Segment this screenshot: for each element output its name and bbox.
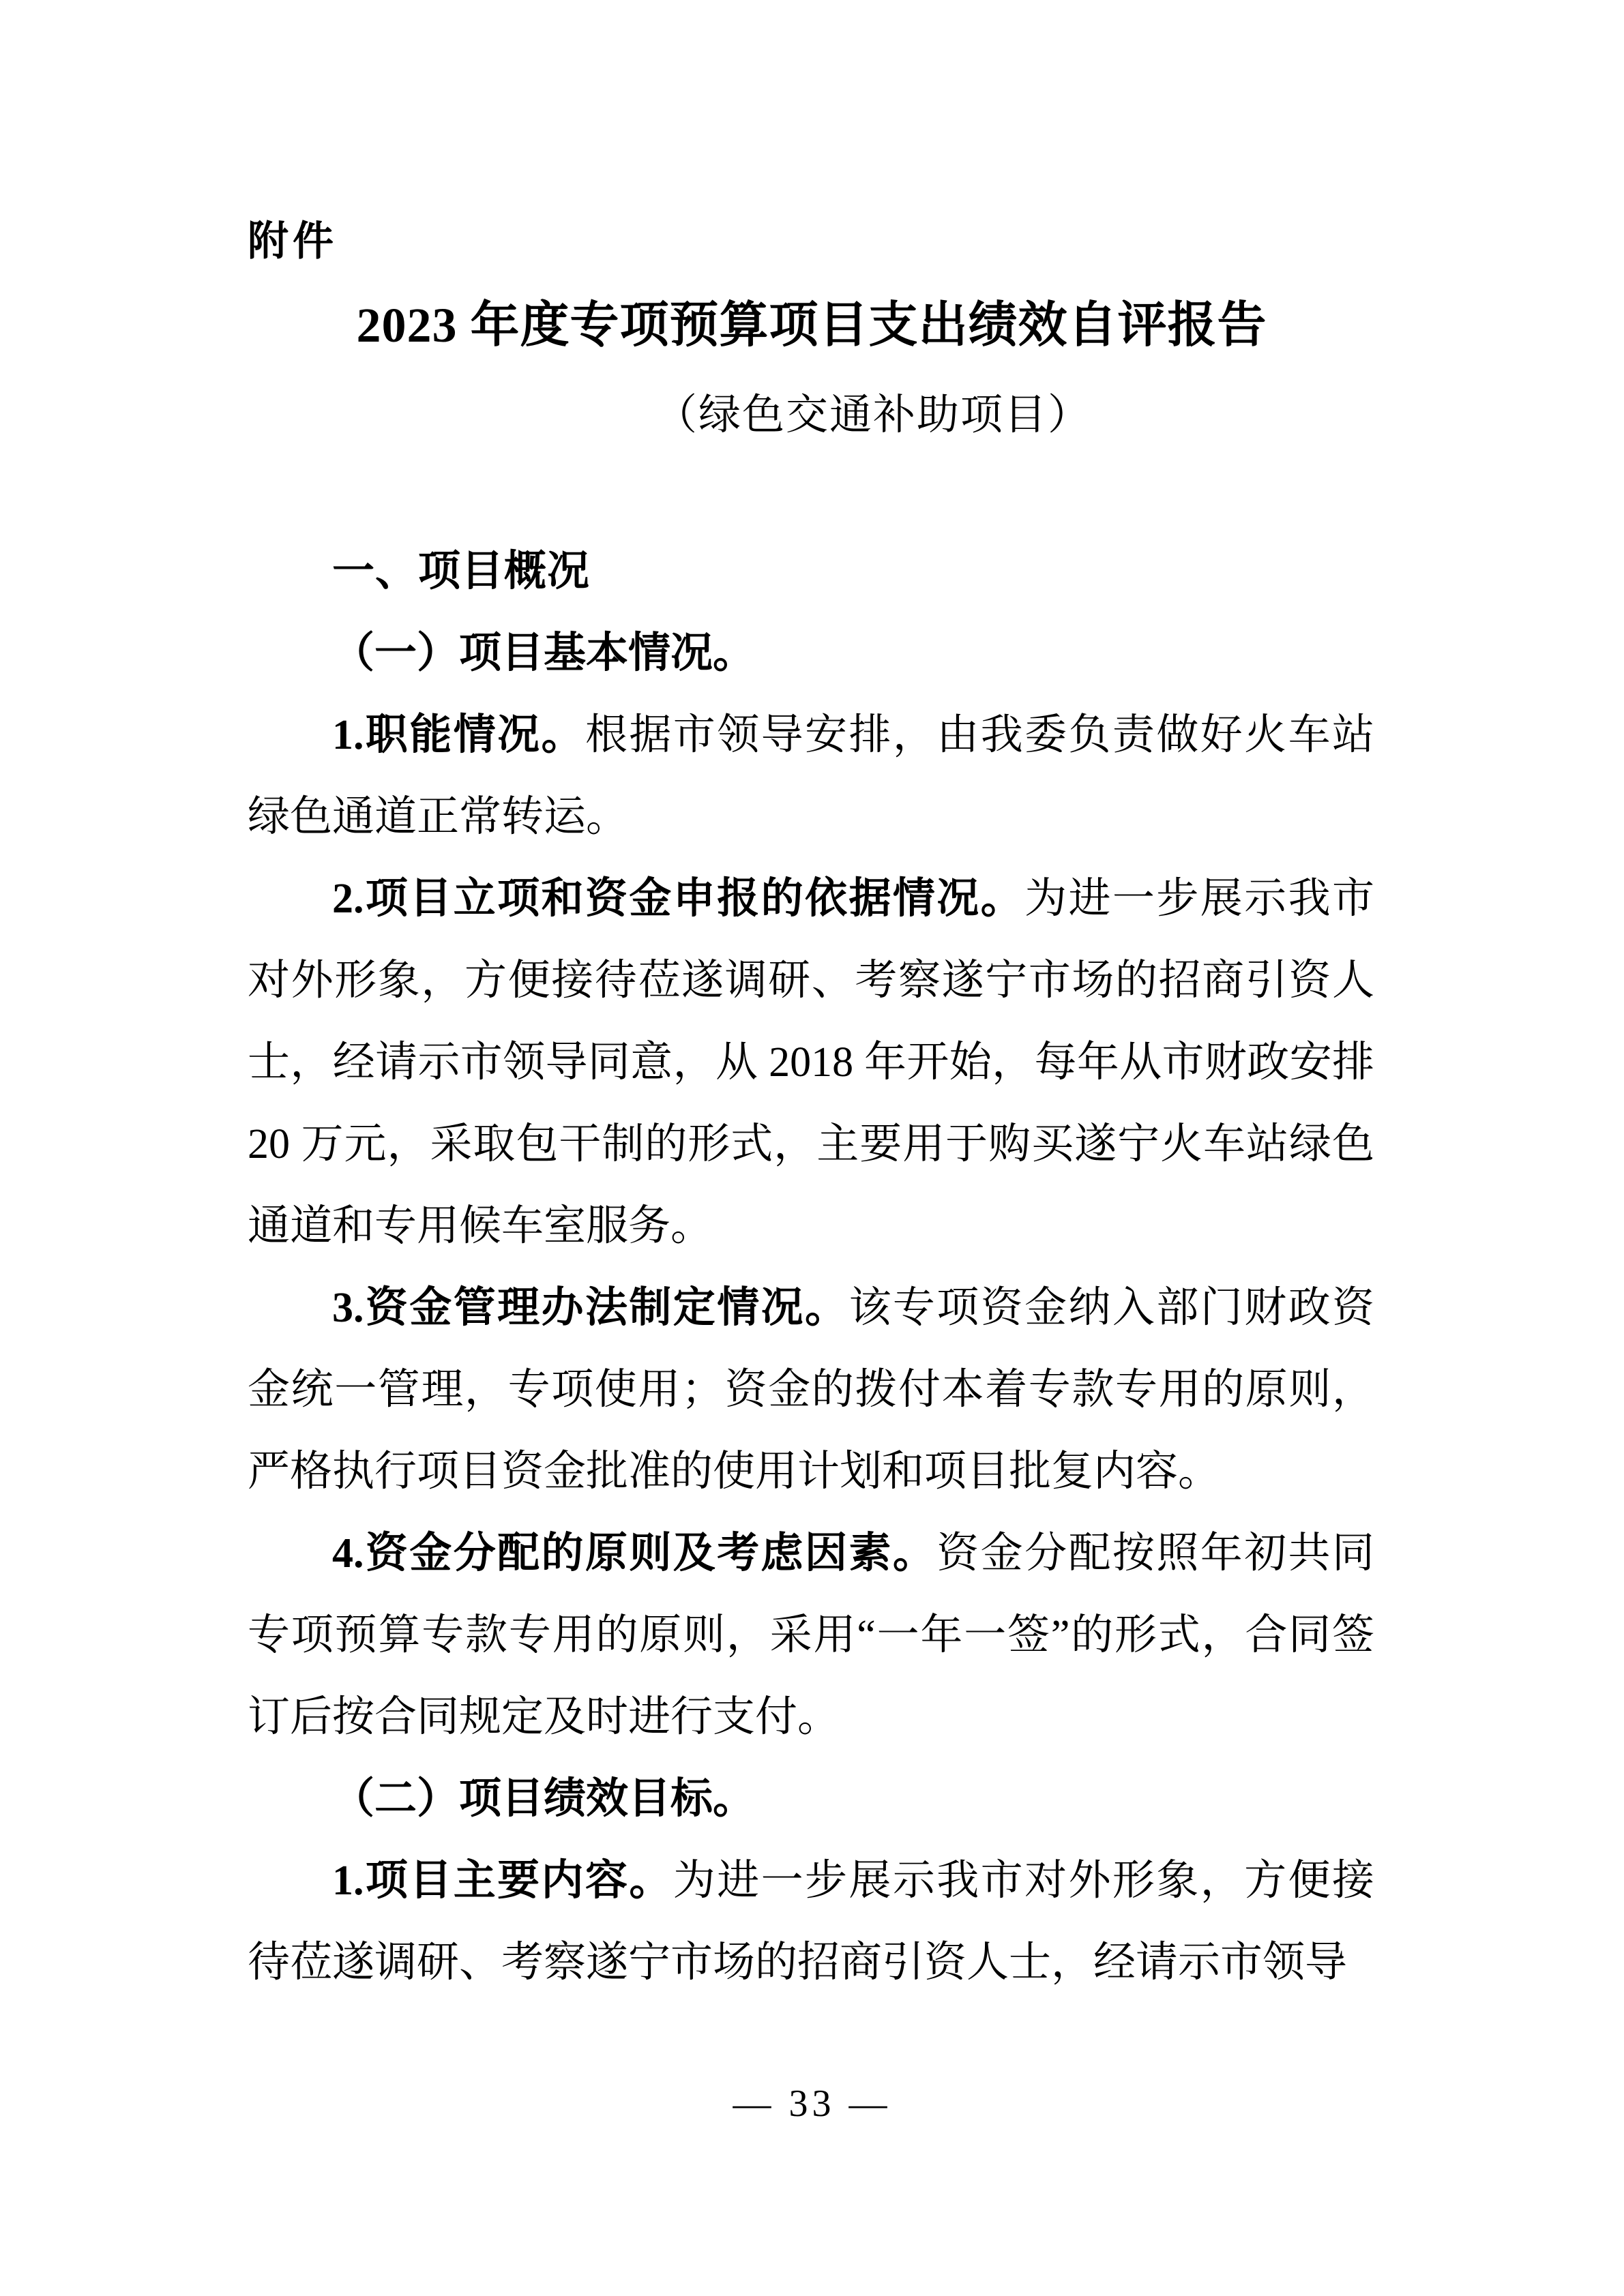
paragraph-fund-allocation-lead: 4.资金分配的原则及考虑因素。 xyxy=(332,1530,937,1577)
paragraph-functions-lead: 1.职能情况。 xyxy=(332,712,585,758)
document-body xyxy=(248,531,1374,2003)
subsection-heading-basic-info: （一）项目基本情况。 xyxy=(332,630,756,676)
paragraph-main-content-lead: 1.项目主要内容。 xyxy=(332,1858,673,1904)
document-subtitle: （绿色交通补助项目） xyxy=(654,392,1091,438)
section-heading-project-overview: 一、项目概况 xyxy=(332,548,591,595)
paragraph-fund-management-text: 该专项资金纳入部门财政资金统一管理，专项使用；资金的拨付本着专款专用的原则，严格执行项目资金批准的使用计划和项目批复内容。 xyxy=(248,1285,1374,1495)
page-number-footer: — 33 — xyxy=(733,2083,891,2125)
paragraph-approval-basis-lead: 2.项目立项和资金申报的依据情况。 xyxy=(332,876,1025,922)
paragraph-approval-basis xyxy=(248,858,1374,1267)
paragraph-fund-allocation xyxy=(248,1512,1374,1758)
paragraph-main-content xyxy=(248,1840,1374,2003)
paragraph-main-content-text: 为进一步展示我市对外形象，方便接待莅遂调研、考察遂宁市场的招商引资人士，经请示市领导 xyxy=(248,1858,1374,1986)
paragraph-functions-text: 根据市领导安排，由我委负责做好火车站绿色通道正常转运。 xyxy=(248,712,1374,840)
paragraph-fund-management xyxy=(248,1267,1374,1512)
paragraph-fund-allocation-text: 资金分配按照年初共同专项预算专款专用的原则，采用“一年一签”的形式，合同签订后按合同规定及时进行支付。 xyxy=(248,1530,1374,1740)
paragraph-fund-management-lead: 3.资金管理办法制定情况。 xyxy=(332,1285,849,1331)
paragraph-approval-basis-text: 为进一步展示我市对外形象，方便接待莅遂调研、考察遂宁市场的招商引资人士，经请示市领导同意，从 2018 年开始，每年从市财政安排 20 万元，采取包干制的形式，主要用于购买遂宁火车站绿色通道和专用候车室服务。 xyxy=(248,876,1374,1249)
paragraph-functions xyxy=(248,694,1374,858)
subsection-heading-performance-goals: （二）项目绩效目标。 xyxy=(332,1776,756,1822)
document-title: 2023 年度专项预算项目支出绩效自评报告 xyxy=(356,298,1267,353)
attachment-label: 附件 xyxy=(248,218,338,264)
